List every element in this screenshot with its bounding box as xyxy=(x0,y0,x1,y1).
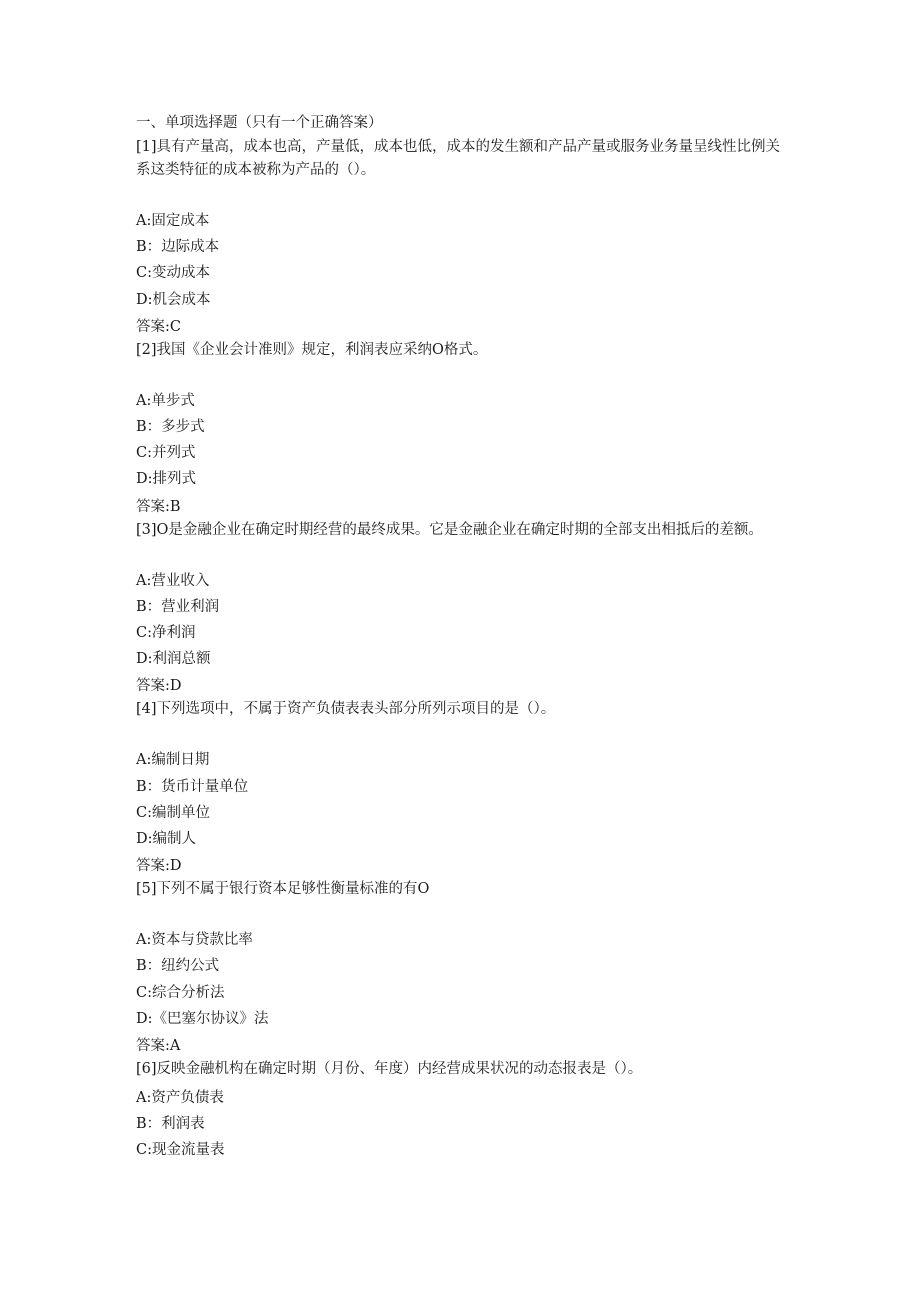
option-d: D:排列式 xyxy=(136,471,197,488)
question-stem: [1]具有产量高，成本也高，产量低，成本也低，成本的发生额和产品产量或服务业务量呈线性比例关系这类特征的成本被称为产品的（）。 xyxy=(136,139,781,178)
question-6 xyxy=(136,1058,786,1164)
option-c: C:编制单位 xyxy=(136,804,210,821)
answer: 答案:D xyxy=(136,858,182,875)
question-stem: [3]O是金融企业在确定时期经营的最终成果。它是金融企业在确定时期的全部支出相抵后的差额。 xyxy=(136,521,763,538)
answer: 答案:A xyxy=(136,1038,181,1055)
document-page xyxy=(136,112,786,1164)
answer: 答案:D xyxy=(136,678,182,695)
option-c: C:并列式 xyxy=(136,445,196,462)
option-c: C:净利润 xyxy=(136,625,196,642)
question-stem: [6]反映金融机构在确定时期（月份、年度）内经营成果状况的动态报表是（）。 xyxy=(136,1061,643,1078)
question-stem: [2]我国《企业会计准则》规定，利润表应采纳O格式。 xyxy=(136,341,488,358)
option-a: A:资本与贷款比率 xyxy=(136,932,253,949)
question-stem: [5]下列不属于银行资本足够性衡量标准的有O xyxy=(136,881,430,898)
option-b: B：边际成本 xyxy=(136,239,220,256)
option-b: B：利润表 xyxy=(136,1116,205,1133)
option-b: B：营业利润 xyxy=(136,598,220,615)
option-d: D:机会成本 xyxy=(136,291,211,308)
answer: 答案:C xyxy=(136,318,181,335)
question-1 xyxy=(136,136,786,339)
option-a: A:编制日期 xyxy=(136,752,210,769)
question-5 xyxy=(136,878,786,1058)
section-title: 一、单项选择题（只有一个正确答案） xyxy=(136,115,383,131)
option-a: A:单步式 xyxy=(136,392,195,409)
option-a: A:营业收入 xyxy=(136,572,210,589)
option-b: B：货币计量单位 xyxy=(136,778,249,795)
option-d: D:利润总额 xyxy=(136,651,211,668)
option-c: C:综合分析法 xyxy=(136,984,225,1001)
question-stem: [4]下列选项中，不属于资产负债表表头部分所列示项目的是（）。 xyxy=(136,701,556,718)
question-3 xyxy=(136,519,786,699)
option-b: B：纽约公式 xyxy=(136,958,220,975)
option-d: D:《巴塞尔协议》法 xyxy=(136,1010,269,1027)
option-c: C:现金流量表 xyxy=(136,1142,225,1159)
option-d: D:编制人 xyxy=(136,831,197,848)
answer: 答案:B xyxy=(136,498,181,515)
option-a: A:固定成本 xyxy=(136,213,210,229)
question-2 xyxy=(136,339,786,519)
option-a: A:资产负债表 xyxy=(136,1090,224,1107)
question-4 xyxy=(136,698,786,878)
option-b: B：多步式 xyxy=(136,419,205,436)
option-c: C:变动成本 xyxy=(136,265,210,282)
